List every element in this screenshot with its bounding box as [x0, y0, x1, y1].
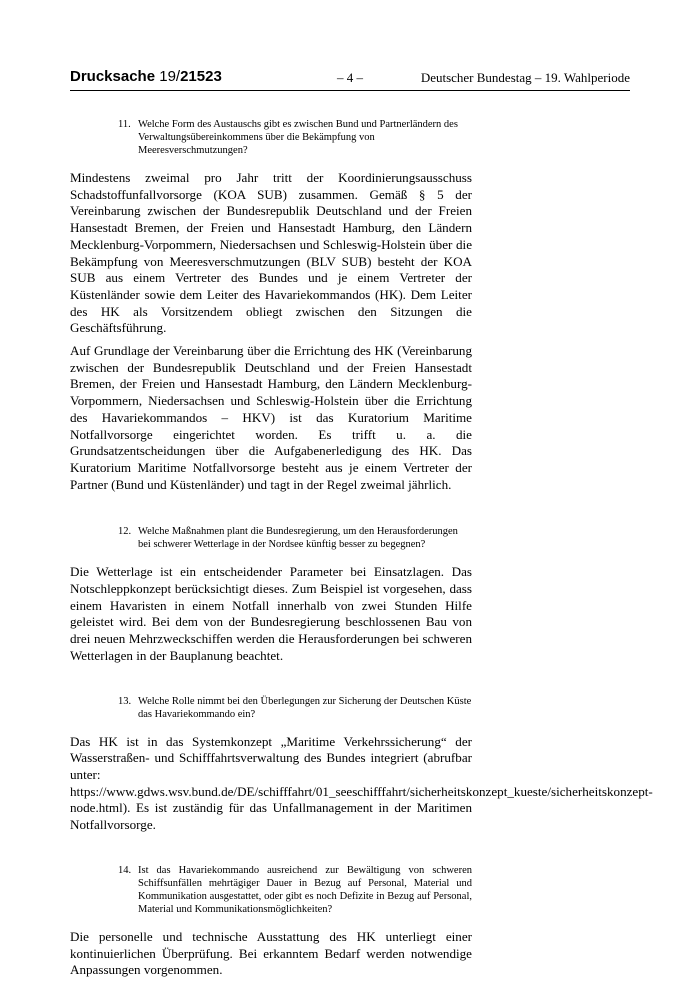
answer-12: Die Wetterlage ist ein entscheidender Parameter bei Einsatzlagen. Das Notschleppkonzept berücksichtigt dieses. Zum Beispiel ist vorgesehen, dass einem Havaristen in einem Notfall innerhalb von zwei Stunden Hilfe geleistet wird. Bei dem von der Bundesregierung beschlossenen Bau von drei neuen Mehrzweckschiffen werden die Herausforderungen bei schweren Wetterlagen in der Bauplanung beachtet.	[70, 564, 472, 663]
question-number: 13.	[118, 695, 132, 707]
question-14	[118, 864, 472, 916]
page-header	[70, 68, 630, 91]
question-number: 12.	[118, 526, 132, 538]
question-text: Ist das Havariekommando ausreichend zur Bewältigung von schweren Schiffsunfällen mehrtägiger Dauer in Bezug auf Personal, Material und Kommunikation ausgestattet, oder gibt es noch Defizite in Bezug auf Personal, Material und Kommunikationsmöglichkeiten?	[138, 864, 472, 915]
page-number: – 4 –	[337, 70, 363, 85]
question-text: Welche Form des Austauschs gibt es zwischen Bund und Partnerländern des Verwaltungsübereinkommens über die Bekämpfung von Meeresverschmutzungen?	[138, 119, 458, 156]
doc-number-bold: 21523	[180, 68, 222, 85]
answer-13: Das HK ist in das Systemkonzept „Maritime Verkehrssicherung“ der Wasserstraßen- und Schifffahrtsverwaltung des Bundes integriert (abrufbar unter: https://www.gdws.wsv.bund.de/DE/schifffahrt/01_seeschifffahrt/sicherheitskonzept_kueste/sicherheitskonzept-node.html). Es ist zuständig für das Unfallmanagement in der Maritimen Notfallvorsorge.	[70, 733, 653, 833]
question-text: Welche Rolle nimmt bei den Überlegungen zur Sicherung der Deutschen Küste das Havariekommando ein?	[138, 695, 472, 720]
question-13	[118, 695, 472, 721]
doc-label: Drucksache	[70, 68, 156, 85]
question-number: 11.	[118, 119, 131, 130]
parliament-period: Deutscher Bundestag – 19. Wahlperiode	[420, 70, 630, 85]
answer-14: Die personelle und technische Ausstattung des HK unterliegt einer kontinuierlichen Überprüfung. Bei erkanntem Bedarf werden notwendige Anpassungen vorgenommen.	[70, 928, 472, 978]
doc-number-plain: 19/	[159, 68, 181, 85]
document-body	[70, 118, 653, 985]
question-12	[118, 525, 472, 551]
answer-11-paragraph-2: Auf Grundlage der Vereinbarung über die Errichtung des HK (Vereinbarung zwischen der Bundesrepublik Deutschland und der Freien Hansestadt Bremen, der Freien und Hansestadt Hamburg, den Ländern Mecklenburg-Vorpommern, Niedersachsen und Schleswig-Holstein über die Errichtung des Havariekommandos – HKV) ist das Kuratorium Maritime Notfallvorsorge eingerichtet worden. Es trifft u. a. die Grundsatzentscheidungen über die Aufgabenerledigung des HK. Das Kuratorium Maritime Notfallvorsorge besteht aus je einem Vertreter der Partner (Bund und Küstenländer) und tagt in der Regel zweimal jährlich.	[70, 343, 472, 492]
question-11	[118, 118, 472, 157]
question-number: 14.	[118, 864, 132, 876]
answer-11-paragraph-1: Mindestens zweimal pro Jahr tritt der Koordinierungsausschuss Schadstoffunfallvorsorge (KOA SUB) zusammen. Gemäß § 5 der Vereinbarung zwischen der Bundesrepublik Deutschland und der Freien Hansestadt Bremen, der Freien und Hansestadt Hamburg, den Ländern Mecklenburg-Vorpommern, Niedersachsen und Schleswig-Holstein über die Bekämpfung von Meeresverschmutzungen (BLV SUB) besteht der KOA SUB aus einem Vertreter des Bundes und je einem Vertreter der Küstenländer sowie dem Leiter des Havariekommandos (HK). Dem Leiter des HK als Vorsitzendem obliegt zwischen den Sitzungen die Geschäftsführung.	[70, 170, 472, 336]
question-text: Welche Maßnahmen plant die Bundesregierung, um den Herausforderungen bei schwerer Wetterlage in der Nordsee künftig besser zu begegnen?	[138, 526, 458, 551]
